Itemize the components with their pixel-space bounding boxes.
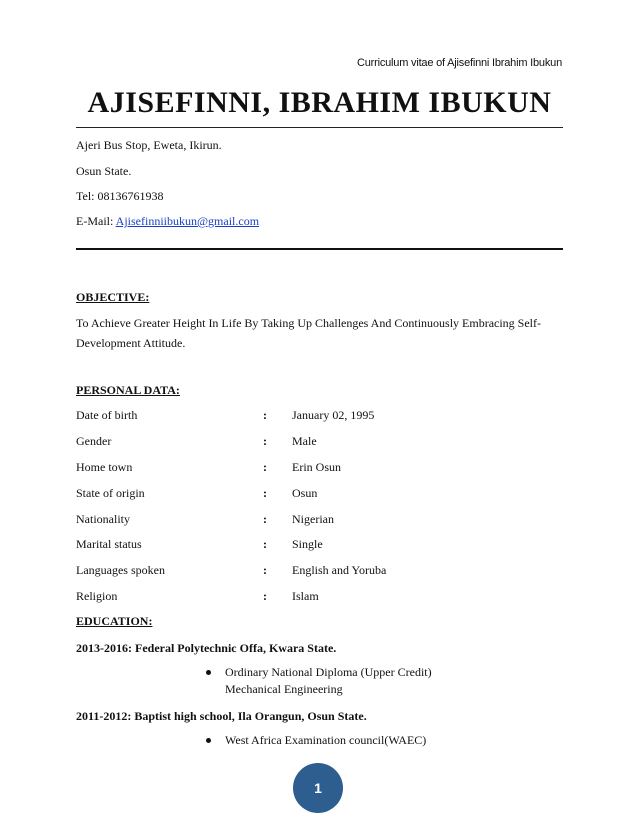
bullet-icon (206, 738, 211, 743)
personal-value: Male (292, 434, 317, 448)
objective-heading: OBJECTIVE: (76, 290, 150, 304)
personal-value: Islam (292, 589, 319, 603)
separator: : (263, 563, 267, 577)
qualification: West Africa Examination council(WAEC) (225, 733, 427, 747)
telephone: Tel: 08136761938 (76, 189, 164, 203)
running-header: Curriculum vitae of Ajisefinni Ibrahim Ibukun (357, 57, 562, 69)
qualification: Ordinary National Diploma (Upper Credit) (225, 665, 432, 679)
personal-value: Erin Osun (292, 460, 341, 474)
candidate-name: AJISEFINNI, IBRAHIM IBUKUN (87, 86, 552, 119)
education-entry-title: 2013-2016: Federal Polytechnic Offa, Kwara State. (76, 641, 337, 655)
course: Mechanical Engineering (225, 682, 343, 696)
email-label: E-Mail: (76, 214, 116, 228)
personal-row (76, 512, 563, 528)
email-row (76, 214, 259, 229)
personal-label: Nationality (76, 512, 130, 526)
name-divider (76, 127, 563, 128)
personal-value: January 02, 1995 (292, 408, 375, 422)
personal-row (76, 537, 563, 553)
address-line-2: Osun State. (76, 164, 132, 178)
personal-label: Gender (76, 434, 112, 448)
email-link[interactable]: Ajisefinniibukun@gmail.com (115, 214, 260, 228)
personal-row (76, 408, 563, 424)
contact-divider (76, 248, 563, 250)
personal-row (76, 460, 563, 476)
bullet-icon (206, 670, 211, 675)
personal-row (76, 486, 563, 502)
personal-label: State of origin (76, 486, 145, 500)
separator: : (263, 434, 267, 448)
separator: : (263, 589, 267, 603)
personal-row (76, 563, 563, 579)
personal-value: Osun (292, 486, 318, 500)
personal-label: Date of birth (76, 408, 138, 422)
personal-value: Nigerian (292, 512, 334, 526)
personal-label: Languages spoken (76, 563, 165, 577)
education-entry-title: 2011-2012: Baptist high school, Ila Orangun, Osun State. (76, 709, 367, 723)
education-heading: EDUCATION: (76, 614, 153, 628)
personal-data-heading: PERSONAL DATA: (76, 383, 180, 397)
separator: : (263, 460, 267, 474)
page-number-badge: 1 (293, 763, 343, 813)
separator: : (263, 408, 267, 422)
separator: : (263, 537, 267, 551)
personal-label: Religion (76, 589, 118, 603)
separator: : (263, 512, 267, 526)
address-line-1: Ajeri Bus Stop, Eweta, Ikirun. (76, 138, 222, 152)
personal-row (76, 589, 563, 605)
personal-label: Marital status (76, 537, 142, 551)
separator: : (263, 486, 267, 500)
objective-text: To Achieve Greater Height In Life By Taking Up Challenges And Continuously Embracing Self-Development Attitude. (76, 316, 541, 350)
personal-label: Home town (76, 460, 133, 474)
personal-row (76, 434, 563, 450)
personal-value: English and Yoruba (292, 563, 387, 577)
personal-value: Single (292, 537, 323, 551)
